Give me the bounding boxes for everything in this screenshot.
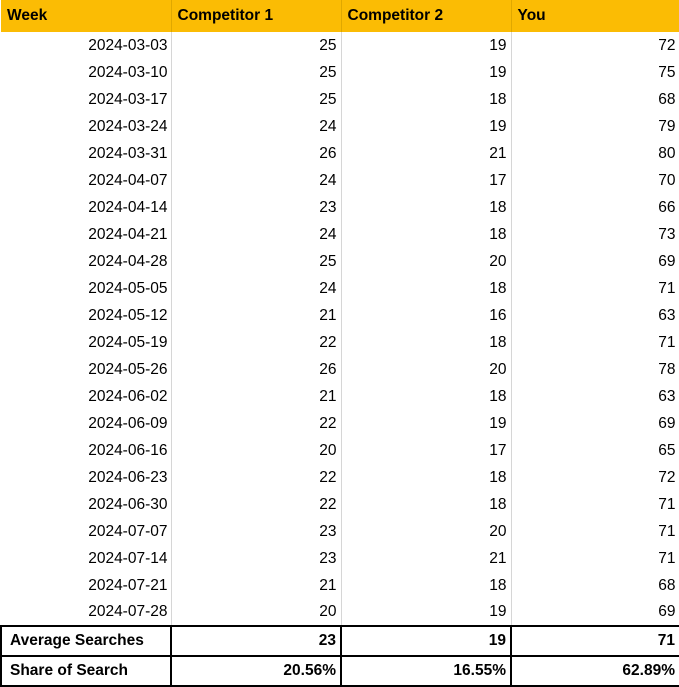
you-cell[interactable]: 80 [511, 140, 679, 167]
competitor-1-cell[interactable]: 22 [171, 491, 341, 518]
table-body [1, 0, 679, 686]
competitor-2-cell[interactable]: 16 [341, 302, 511, 329]
summary-value-cell[interactable]: 16.55% [341, 656, 511, 686]
competitor-1-cell[interactable]: 24 [171, 275, 341, 302]
you-cell[interactable]: 72 [511, 32, 679, 59]
week-cell[interactable]: 2024-07-14 [1, 545, 171, 572]
table-row [1, 599, 679, 626]
you-cell[interactable]: 72 [511, 464, 679, 491]
competitor-1-cell[interactable]: 21 [171, 572, 341, 599]
competitor-2-cell[interactable]: 18 [341, 464, 511, 491]
week-cell[interactable]: 2024-05-05 [1, 275, 171, 302]
week-cell[interactable]: 2024-06-23 [1, 464, 171, 491]
competitor-2-cell[interactable]: 20 [341, 248, 511, 275]
table-row [1, 221, 679, 248]
summary-value-cell[interactable]: 71 [511, 626, 679, 656]
you-cell[interactable]: 63 [511, 302, 679, 329]
competitor-2-cell[interactable]: 21 [341, 545, 511, 572]
week-cell[interactable]: 2024-05-19 [1, 329, 171, 356]
table-row [1, 410, 679, 437]
competitor-2-cell[interactable]: 18 [341, 383, 511, 410]
you-cell[interactable]: 70 [511, 167, 679, 194]
table-row [1, 302, 679, 329]
you-cell[interactable]: 71 [511, 518, 679, 545]
competitor-2-cell[interactable]: 17 [341, 167, 511, 194]
competitor-1-cell[interactable]: 24 [171, 221, 341, 248]
competitor-1-cell[interactable]: 25 [171, 32, 341, 59]
table-row [1, 518, 679, 545]
you-cell[interactable]: 69 [511, 248, 679, 275]
competitor-2-cell[interactable]: 19 [341, 32, 511, 59]
header-competitor-2[interactable]: Competitor 2 [341, 0, 511, 32]
table-row [1, 437, 679, 464]
table-row [1, 248, 679, 275]
competitor-1-cell[interactable]: 22 [171, 464, 341, 491]
week-cell[interactable]: 2024-03-10 [1, 59, 171, 86]
summary-label-cell[interactable]: Share of Search [1, 656, 171, 686]
you-cell[interactable]: 65 [511, 437, 679, 464]
competitor-1-cell[interactable]: 25 [171, 248, 341, 275]
table-row [1, 491, 679, 518]
competitor-1-cell[interactable]: 21 [171, 383, 341, 410]
week-cell[interactable]: 2024-07-28 [1, 599, 171, 626]
week-cell[interactable]: 2024-04-07 [1, 167, 171, 194]
summary-value-cell[interactable]: 23 [171, 626, 341, 656]
you-cell[interactable]: 71 [511, 275, 679, 302]
week-cell[interactable]: 2024-06-30 [1, 491, 171, 518]
table-row [1, 356, 679, 383]
competitor-2-cell[interactable]: 19 [341, 59, 511, 86]
week-cell[interactable]: 2024-06-16 [1, 437, 171, 464]
summary-value-cell[interactable]: 19 [341, 626, 511, 656]
table-row [1, 383, 679, 410]
you-cell[interactable]: 73 [511, 221, 679, 248]
table-row [1, 464, 679, 491]
competitor-1-cell[interactable]: 21 [171, 302, 341, 329]
week-cell[interactable]: 2024-03-17 [1, 86, 171, 113]
you-cell[interactable]: 71 [511, 329, 679, 356]
you-cell[interactable]: 68 [511, 572, 679, 599]
week-cell[interactable]: 2024-05-12 [1, 302, 171, 329]
share-of-search-row [1, 656, 679, 686]
you-cell[interactable]: 69 [511, 599, 679, 626]
table-row [1, 86, 679, 113]
header-you[interactable]: You [511, 0, 679, 32]
competitor-2-cell[interactable]: 21 [341, 140, 511, 167]
week-cell[interactable]: 2024-03-24 [1, 113, 171, 140]
week-cell[interactable]: 2024-05-26 [1, 356, 171, 383]
summary-value-cell[interactable]: 62.89% [511, 656, 679, 686]
table-row [1, 140, 679, 167]
week-cell[interactable]: 2024-07-21 [1, 572, 171, 599]
week-cell[interactable]: 2024-03-31 [1, 140, 171, 167]
competitor-2-cell[interactable]: 20 [341, 356, 511, 383]
week-cell[interactable]: 2024-04-28 [1, 248, 171, 275]
competitor-2-cell[interactable]: 18 [341, 491, 511, 518]
competitor-1-cell[interactable]: 25 [171, 86, 341, 113]
week-cell[interactable]: 2024-03-03 [1, 32, 171, 59]
competitor-1-cell[interactable]: 24 [171, 167, 341, 194]
summary-value-cell[interactable]: 20.56% [171, 656, 341, 686]
you-cell[interactable]: 71 [511, 545, 679, 572]
you-cell[interactable]: 79 [511, 113, 679, 140]
competitor-2-cell[interactable]: 19 [341, 410, 511, 437]
week-cell[interactable]: 2024-04-21 [1, 221, 171, 248]
competitor-2-cell[interactable]: 19 [341, 113, 511, 140]
table-row [1, 194, 679, 221]
you-cell[interactable]: 75 [511, 59, 679, 86]
competitor-2-cell[interactable]: 18 [341, 194, 511, 221]
you-cell[interactable]: 69 [511, 410, 679, 437]
table-row [1, 113, 679, 140]
competitor-1-cell[interactable]: 23 [171, 518, 341, 545]
average-searches-row [1, 626, 679, 656]
competitor-1-cell[interactable]: 25 [171, 59, 341, 86]
competitor-1-cell[interactable]: 23 [171, 545, 341, 572]
competitor-1-cell[interactable]: 26 [171, 140, 341, 167]
competitor-1-cell[interactable]: 23 [171, 194, 341, 221]
competitor-2-cell[interactable]: 19 [341, 599, 511, 626]
table-row [1, 275, 679, 302]
header-row [1, 0, 679, 32]
competitor-1-cell[interactable]: 26 [171, 356, 341, 383]
competitor-2-cell[interactable]: 18 [341, 221, 511, 248]
competitor-1-cell[interactable]: 20 [171, 437, 341, 464]
week-cell[interactable]: 2024-06-02 [1, 383, 171, 410]
competitor-2-cell[interactable]: 20 [341, 518, 511, 545]
table-row [1, 59, 679, 86]
competitor-1-cell[interactable]: 20 [171, 599, 341, 626]
competitor-1-cell[interactable]: 24 [171, 113, 341, 140]
you-cell[interactable]: 66 [511, 194, 679, 221]
table-row [1, 572, 679, 599]
week-cell[interactable]: 2024-04-14 [1, 194, 171, 221]
you-cell[interactable]: 68 [511, 86, 679, 113]
competitor-1-cell[interactable]: 22 [171, 410, 341, 437]
summary-label-cell[interactable]: Average Searches [1, 626, 171, 656]
header-competitor-1[interactable]: Competitor 1 [171, 0, 341, 32]
you-cell[interactable]: 71 [511, 491, 679, 518]
you-cell[interactable]: 63 [511, 383, 679, 410]
competitor-2-cell[interactable]: 18 [341, 86, 511, 113]
header-week[interactable]: Week [1, 0, 171, 32]
competitor-2-cell[interactable]: 18 [341, 275, 511, 302]
table-row [1, 167, 679, 194]
week-cell[interactable]: 2024-07-07 [1, 518, 171, 545]
competitor-2-cell[interactable]: 18 [341, 329, 511, 356]
table-row [1, 32, 679, 59]
competitor-2-cell[interactable]: 17 [341, 437, 511, 464]
week-cell[interactable]: 2024-06-09 [1, 410, 171, 437]
you-cell[interactable]: 78 [511, 356, 679, 383]
competitor-2-cell[interactable]: 18 [341, 572, 511, 599]
competitor-1-cell[interactable]: 22 [171, 329, 341, 356]
table-row [1, 545, 679, 572]
table-row [1, 329, 679, 356]
